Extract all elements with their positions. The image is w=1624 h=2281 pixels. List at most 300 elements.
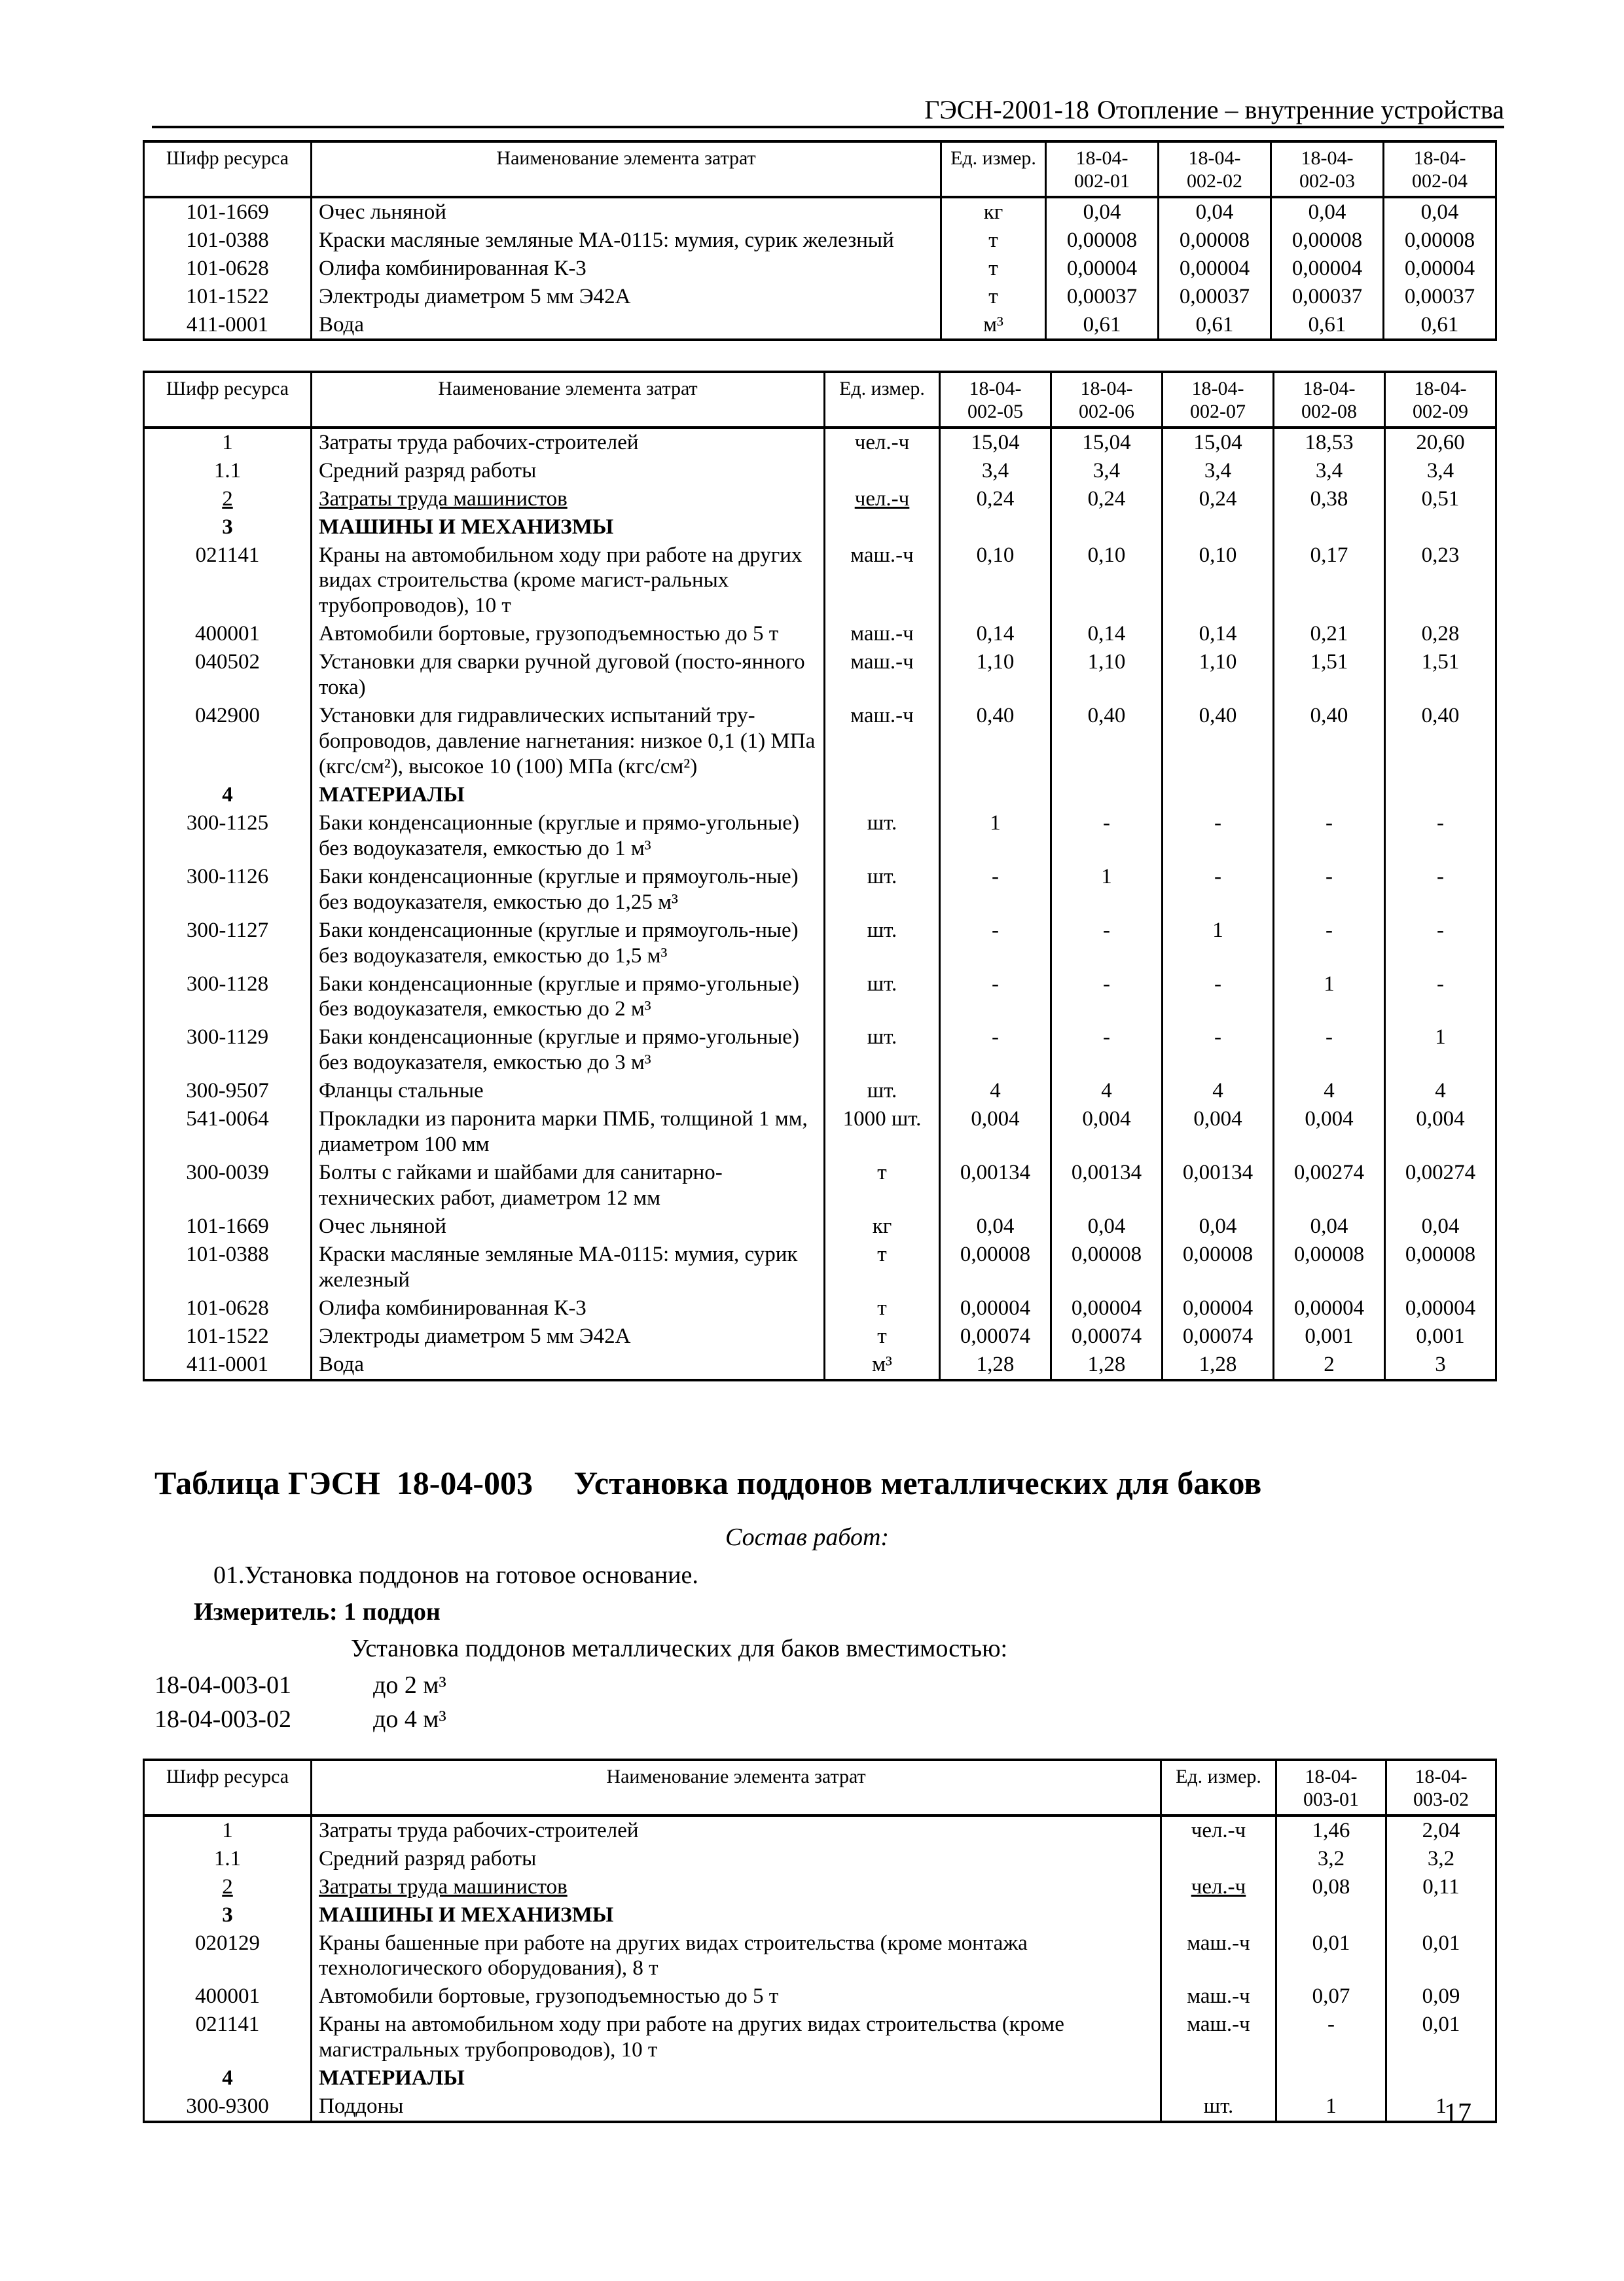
value-cell: 0,00037 — [1046, 283, 1159, 311]
cost-item-name-cell: Очес льняной — [312, 1213, 825, 1241]
value-cell: 0,40 — [940, 702, 1051, 781]
table-row — [144, 1323, 1496, 1351]
value-cell: 1 — [1051, 863, 1163, 917]
cost-item-name-cell: МАТЕРИАЛЫ — [312, 781, 825, 809]
table-row — [144, 428, 1496, 457]
resource-code-cell: 400001 — [144, 1982, 312, 2011]
unit-cell: маш.-ч — [1161, 1929, 1276, 1983]
cost-item-name-cell: Краски масляные земляные МА-0115: мумия, сурик железный — [312, 1241, 825, 1294]
value-cell: 0,04 — [1046, 197, 1159, 227]
table-row — [144, 227, 1496, 255]
unit-cell — [825, 781, 940, 809]
table-header-row — [144, 141, 1496, 197]
resource-code-cell: 4 — [144, 781, 312, 809]
table-row — [144, 255, 1496, 283]
cost-item-name-cell: МАШИНЫ И МЕХАНИЗМЫ — [312, 1901, 1161, 1929]
value-cell: 0,001 — [1274, 1323, 1385, 1351]
unit-cell: т — [825, 1323, 940, 1351]
table-row — [144, 1159, 1496, 1213]
value-cell: 0,00037 — [1384, 283, 1496, 311]
unit-cell: м³ — [941, 311, 1046, 340]
value-cell: 0,10 — [1163, 541, 1274, 621]
column-header: Наименование элемента затрат — [312, 1760, 1161, 1816]
cost-item-name-cell: Вода — [312, 1351, 825, 1380]
value-cell: 0,00074 — [1163, 1323, 1274, 1351]
resource-table-002-01-04 — [143, 140, 1497, 341]
value-cell — [1051, 513, 1163, 541]
unit-cell: шт. — [1161, 2092, 1276, 2122]
unit-cell: чел.-ч — [825, 428, 940, 457]
value-cell: 0,00008 — [1274, 1241, 1385, 1294]
column-header: Наименование элемента затрат — [312, 372, 825, 428]
value-cell: 0,00134 — [1163, 1159, 1274, 1213]
value-cell: 0,07 — [1276, 1982, 1386, 2011]
value-cell: 0,24 — [1163, 485, 1274, 513]
resource-code-cell: 3 — [144, 1901, 312, 1929]
value-cell: 0,00037 — [1271, 283, 1384, 311]
column-header: 18-04- 003-02 — [1386, 1760, 1496, 1816]
table-row — [144, 2092, 1496, 2122]
value-cell: 0,14 — [940, 620, 1051, 648]
unit-cell — [1161, 1901, 1276, 1929]
table-row — [144, 311, 1496, 340]
value-cell: 1,28 — [940, 1351, 1051, 1380]
value-cell: 0,40 — [1051, 702, 1163, 781]
value-cell: 1,10 — [1051, 648, 1163, 702]
unit-cell: шт. — [825, 863, 940, 917]
value-cell: 15,04 — [1051, 428, 1163, 457]
value-cell: 1 — [1385, 1023, 1496, 1077]
cost-item-name-cell: Затраты труда машинистов — [312, 1873, 1161, 1901]
unit-cell: шт. — [825, 917, 940, 970]
value-cell: 0,00004 — [1163, 1294, 1274, 1323]
value-cell: 0,24 — [1051, 485, 1163, 513]
value-cell: - — [1163, 970, 1274, 1024]
value-cell — [1274, 513, 1385, 541]
unit-cell: маш.-ч — [1161, 2011, 1276, 2064]
work-item: 01.Установка поддонов на готовое основание. — [213, 1561, 698, 1589]
table-row — [144, 197, 1496, 227]
value-cell: - — [1051, 1023, 1163, 1077]
resource-code-cell: 101-0388 — [144, 1241, 312, 1294]
table-row — [144, 809, 1496, 863]
value-cell: - — [940, 1023, 1051, 1077]
table-row — [144, 1982, 1496, 2011]
unit-cell: маш.-ч — [1161, 1982, 1276, 2011]
table-header-row — [144, 1760, 1496, 1816]
table-row — [144, 541, 1496, 621]
value-cell: 1 — [1386, 2092, 1496, 2122]
value-cell: 0,38 — [1274, 485, 1385, 513]
value-cell: 0,40 — [1274, 702, 1385, 781]
value-cell: 0,004 — [1385, 1105, 1496, 1159]
cost-item-name-cell: Очес льняной — [312, 197, 941, 227]
value-cell: 1 — [1274, 970, 1385, 1024]
value-cell: 0,00004 — [1271, 255, 1384, 283]
cost-item-name-cell: Баки конденсационные (круглые и прямоуголь-ные) без водоуказателя, емкостью до 1,5 м³ — [312, 917, 825, 970]
unit-cell: чел.-ч — [1161, 1873, 1276, 1901]
table-row — [144, 620, 1496, 648]
value-cell: 4 — [1163, 1077, 1274, 1105]
header-code: ГЭСН-2001-18 — [924, 95, 1089, 124]
value-cell: 0,04 — [1271, 197, 1384, 227]
resource-code-cell: 021141 — [144, 541, 312, 621]
value-cell: 0,61 — [1271, 311, 1384, 340]
value-cell: 0,14 — [1051, 620, 1163, 648]
value-cell: 0,00004 — [940, 1294, 1051, 1323]
table-row — [144, 2064, 1496, 2092]
value-cell: - — [1274, 809, 1385, 863]
table-row — [144, 283, 1496, 311]
table-row — [144, 1213, 1496, 1241]
value-cell: - — [1163, 863, 1274, 917]
cost-item-name-cell: Баки конденсационные (круглые и прямоуголь-ные) без водоуказателя, емкостью до 1,25 м³ — [312, 863, 825, 917]
cost-item-name-cell: Установки для гидравлических испытаний тру-бопроводов, давление нагнетания: низкое 0,1 (1) МПа (кгс/см²), высокое 10 (100) МПа (кгс/см²) — [312, 702, 825, 781]
unit-cell: кг — [941, 197, 1046, 227]
value-cell: 1,10 — [940, 648, 1051, 702]
column-header: 18-04- 002-03 — [1271, 141, 1384, 197]
resource-code-cell: 101-1522 — [144, 1323, 312, 1351]
value-cell — [940, 781, 1051, 809]
resource-code-cell: 021141 — [144, 2011, 312, 2064]
resource-code-cell: 101-1669 — [144, 197, 312, 227]
resource-code-cell: 101-0628 — [144, 255, 312, 283]
value-cell: 0,001 — [1385, 1323, 1496, 1351]
unit-cell: т — [941, 283, 1046, 311]
table-row — [144, 648, 1496, 702]
cost-item-name-cell: МАТЕРИАЛЫ — [312, 2064, 1161, 2092]
column-header: Наименование элемента затрат — [312, 141, 941, 197]
value-cell: 0,01 — [1386, 1929, 1496, 1983]
unit-cell: маш.-ч — [825, 648, 940, 702]
unit-cell: т — [941, 227, 1046, 255]
resource-code-cell: 040502 — [144, 648, 312, 702]
value-cell: - — [1385, 863, 1496, 917]
value-cell — [1051, 781, 1163, 809]
column-header: 18-04- 002-02 — [1159, 141, 1271, 197]
value-cell: 4 — [940, 1077, 1051, 1105]
value-cell: 0,04 — [1051, 1213, 1163, 1241]
cost-item-name-cell: Электроды диаметром 5 мм Э42А — [312, 283, 941, 311]
table-row — [144, 1929, 1496, 1983]
table-row — [144, 457, 1496, 485]
resource-code-cell: 400001 — [144, 620, 312, 648]
value-cell: 0,04 — [940, 1213, 1051, 1241]
value-cell: 0,00074 — [1051, 1323, 1163, 1351]
value-cell: 15,04 — [1163, 428, 1274, 457]
value-cell: 2,04 — [1386, 1816, 1496, 1845]
resource-code-cell: 020129 — [144, 1929, 312, 1983]
cost-item-name-cell: Краны на автомобильном ходу при работе на других видах строительства (кроме магистральных трубопроводов), 10 т — [312, 2011, 1161, 2064]
table-row — [144, 1845, 1496, 1873]
unit-cell: шт. — [825, 970, 940, 1024]
value-cell: - — [1385, 970, 1496, 1024]
value-cell: 0,00134 — [940, 1159, 1051, 1213]
table-row — [144, 513, 1496, 541]
column-header: Ед. измер. — [825, 372, 940, 428]
column-header: 18-04- 002-05 — [940, 372, 1051, 428]
resource-code-cell: 300-1127 — [144, 917, 312, 970]
value-cell: - — [1274, 917, 1385, 970]
table-row — [144, 1901, 1496, 1929]
table-row — [144, 1294, 1496, 1323]
column-header: 18-04- 002-01 — [1046, 141, 1159, 197]
value-cell — [1276, 2064, 1386, 2092]
value-cell: 0,23 — [1385, 541, 1496, 621]
value-cell: 18,53 — [1274, 428, 1385, 457]
value-cell: 0,61 — [1384, 311, 1496, 340]
value-cell: - — [940, 863, 1051, 917]
resource-code-cell: 1.1 — [144, 457, 312, 485]
value-cell: 0,40 — [1385, 702, 1496, 781]
column-header: Шифр ресурса — [144, 372, 312, 428]
value-cell: 0,61 — [1159, 311, 1271, 340]
value-cell — [1163, 781, 1274, 809]
unit-cell: т — [941, 255, 1046, 283]
column-header: 18-04- 002-07 — [1163, 372, 1274, 428]
value-cell: 4 — [1274, 1077, 1385, 1105]
table-row — [144, 1816, 1496, 1845]
cost-item-name-cell: Баки конденсационные (круглые и прямо-угольные) без водоуказателя, емкостью до 3 м³ — [312, 1023, 825, 1077]
resource-code-cell: 411-0001 — [144, 1351, 312, 1380]
value-cell — [1276, 1901, 1386, 1929]
cost-item-name-cell: Автомобили бортовые, грузоподъемностью до 5 т — [312, 1982, 1161, 2011]
value-cell: 4 — [1051, 1077, 1163, 1105]
resource-code-cell: 411-0001 — [144, 311, 312, 340]
work-composition-heading: Состав работ: — [725, 1524, 890, 1551]
resource-table-002-05-09 — [143, 371, 1497, 1381]
value-cell: 3,4 — [1385, 457, 1496, 485]
value-cell: 3,2 — [1276, 1845, 1386, 1873]
value-cell: 0,00074 — [940, 1323, 1051, 1351]
value-cell: 0,11 — [1386, 1873, 1496, 1901]
value-cell: 0,04 — [1163, 1213, 1274, 1241]
column-header: 18-04- 002-06 — [1051, 372, 1163, 428]
column-header: 18-04- 002-04 — [1384, 141, 1496, 197]
value-cell — [1385, 781, 1496, 809]
value-cell: 0,00008 — [1046, 227, 1159, 255]
cost-item-name-cell: МАШИНЫ И МЕХАНИЗМЫ — [312, 513, 825, 541]
cost-item-name-cell: Олифа комбинированная К-3 — [312, 255, 941, 283]
value-cell: - — [1274, 863, 1385, 917]
cost-item-name-cell: Средний разряд работы — [312, 457, 825, 485]
cost-item-name-cell: Болты с гайками и шайбами для санитарно-технических работ, диаметром 12 мм — [312, 1159, 825, 1213]
resource-code-cell: 1 — [144, 1816, 312, 1845]
resource-code-cell: 300-1128 — [144, 970, 312, 1024]
table-row — [144, 1873, 1496, 1901]
value-cell: 0,01 — [1276, 1929, 1386, 1983]
unit-cell: маш.-ч — [825, 620, 940, 648]
value-cell: 0,17 — [1274, 541, 1385, 621]
value-cell: 0,00004 — [1384, 255, 1496, 283]
value-cell: 15,04 — [940, 428, 1051, 457]
value-cell: 0,00004 — [1274, 1294, 1385, 1323]
value-cell — [1385, 513, 1496, 541]
cost-item-name-cell: Средний разряд работы — [312, 1845, 1161, 1873]
unit-cell: м³ — [825, 1351, 940, 1380]
resource-code-cell: 1.1 — [144, 1845, 312, 1873]
table-row — [144, 781, 1496, 809]
unit-cell: шт. — [825, 1023, 940, 1077]
resource-code-cell: 300-0039 — [144, 1159, 312, 1213]
value-cell: 1 — [1163, 917, 1274, 970]
cost-item-name-cell: Краны башенные при работе на других видах строительства (кроме монтажа технологического оборудования), 8 т — [312, 1929, 1161, 1983]
table-row — [144, 917, 1496, 970]
column-header: Ед. измер. — [941, 141, 1046, 197]
resource-code-cell: 300-1126 — [144, 863, 312, 917]
value-cell: 0,00274 — [1385, 1159, 1496, 1213]
resource-code-cell: 300-1125 — [144, 809, 312, 863]
table-row — [144, 1351, 1496, 1380]
value-cell — [1386, 2064, 1496, 2092]
unit-cell: шт. — [825, 809, 940, 863]
value-cell: 0,00004 — [1046, 255, 1159, 283]
value-cell: 3,2 — [1386, 1845, 1496, 1873]
value-cell: 0,40 — [1163, 702, 1274, 781]
cost-item-name-cell: Вода — [312, 311, 941, 340]
value-cell: - — [1051, 970, 1163, 1024]
value-cell: 0,00008 — [1271, 227, 1384, 255]
unit-cell: шт. — [825, 1077, 940, 1105]
value-cell: 1 — [940, 809, 1051, 863]
column-header: 18-04- 002-09 — [1385, 372, 1496, 428]
value-cell: 0,00134 — [1051, 1159, 1163, 1213]
resource-code-cell: 300-9300 — [144, 2092, 312, 2122]
variants-intro: Установка поддонов металлических для баков вместимостью: — [351, 1635, 1008, 1662]
cost-item-name-cell: Краски масляные земляные МА-0115: мумия, сурик железный — [312, 227, 941, 255]
column-header: 18-04- 002-08 — [1274, 372, 1385, 428]
value-cell: 0,01 — [1386, 2011, 1496, 2064]
value-cell — [1163, 513, 1274, 541]
value-cell: - — [940, 970, 1051, 1024]
value-cell: 0,004 — [940, 1105, 1051, 1159]
cost-item-name-cell: Прокладки из паронита марки ПМБ, толщиной 1 мм, диаметром 100 мм — [312, 1105, 825, 1159]
value-cell: 1,46 — [1276, 1816, 1386, 1845]
cost-item-name-cell: Автомобили бортовые, грузоподъемностью до 5 т — [312, 620, 825, 648]
value-cell: - — [1051, 809, 1163, 863]
table-row — [144, 1023, 1496, 1077]
value-cell: 0,00274 — [1274, 1159, 1385, 1213]
value-cell: 0,21 — [1274, 620, 1385, 648]
variant-code: 18-04-003-02 — [154, 1706, 291, 1733]
value-cell: 0,004 — [1274, 1105, 1385, 1159]
unit-cell: маш.-ч — [825, 702, 940, 781]
cost-item-name-cell: Краны на автомобильном ходу при работе на других видах строительства (кроме магист-ральных трубопроводов), 10 т — [312, 541, 825, 621]
value-cell: 0,004 — [1163, 1105, 1274, 1159]
cost-item-name-cell: Установки для сварки ручной дуговой (посто-янного тока) — [312, 648, 825, 702]
table-row — [144, 2011, 1496, 2064]
cost-item-name-cell: Электроды диаметром 5 мм Э42А — [312, 1323, 825, 1351]
unit-cell — [825, 457, 940, 485]
value-cell: 1 — [1276, 2092, 1386, 2122]
column-header: Ед. измер. — [1161, 1760, 1276, 1816]
header-section: Отопление – внутренние устройства — [1097, 95, 1504, 124]
table-row — [144, 485, 1496, 513]
table-row — [144, 970, 1496, 1024]
resource-code-cell: 541-0064 — [144, 1105, 312, 1159]
value-cell: 0,10 — [940, 541, 1051, 621]
unit-cell: кг — [825, 1213, 940, 1241]
value-cell — [1274, 781, 1385, 809]
unit-cell: чел.-ч — [825, 485, 940, 513]
value-cell: 0,00008 — [1385, 1241, 1496, 1294]
value-cell: - — [1051, 917, 1163, 970]
table-row — [144, 702, 1496, 781]
value-cell: 0,00008 — [1051, 1241, 1163, 1294]
value-cell: - — [1385, 917, 1496, 970]
resource-code-cell: 101-1669 — [144, 1213, 312, 1241]
resource-code-cell: 2 — [144, 485, 312, 513]
table-row — [144, 1105, 1496, 1159]
resource-code-cell: 101-0388 — [144, 227, 312, 255]
value-cell: 0,00004 — [1385, 1294, 1496, 1323]
value-cell: 3,4 — [1051, 457, 1163, 485]
cost-item-name-cell: Фланцы стальные — [312, 1077, 825, 1105]
resource-code-cell: 101-1522 — [144, 283, 312, 311]
cost-item-name-cell: Поддоны — [312, 2092, 1161, 2122]
value-cell: 0,004 — [1051, 1105, 1163, 1159]
variant-code: 18-04-003-01 — [154, 1671, 291, 1699]
resource-code-cell: 300-9507 — [144, 1077, 312, 1105]
column-header: Шифр ресурса — [144, 141, 312, 197]
value-cell: 0,04 — [1384, 197, 1496, 227]
table-row — [144, 1241, 1496, 1294]
variant-text: до 4 м³ — [373, 1706, 446, 1733]
value-cell: 3,4 — [1274, 457, 1385, 485]
table-row — [144, 863, 1496, 917]
value-cell: 0,00004 — [1159, 255, 1271, 283]
resource-code-cell: 1 — [144, 428, 312, 457]
resource-code-cell: 042900 — [144, 702, 312, 781]
value-cell: 0,28 — [1385, 620, 1496, 648]
value-cell: 0,10 — [1051, 541, 1163, 621]
value-cell: 0,14 — [1163, 620, 1274, 648]
table-title: Таблица ГЭСН 18-04-003 Установка поддонов металлических для баков — [154, 1465, 1262, 1501]
value-cell: 0,04 — [1274, 1213, 1385, 1241]
value-cell: - — [1163, 809, 1274, 863]
resource-code-cell: 3 — [144, 513, 312, 541]
unit-cell: т — [825, 1294, 940, 1323]
unit-cell — [825, 513, 940, 541]
value-cell: 0,24 — [940, 485, 1051, 513]
resource-table-003 — [143, 1759, 1497, 2123]
value-cell: 1,51 — [1274, 648, 1385, 702]
value-cell: 1,28 — [1163, 1351, 1274, 1380]
resource-code-cell: 300-1129 — [144, 1023, 312, 1077]
value-cell: 0,00004 — [1051, 1294, 1163, 1323]
value-cell: - — [1274, 1023, 1385, 1077]
cost-item-name-cell: Баки конденсационные (круглые и прямо-угольные) без водоуказателя, емкостью до 1 м³ — [312, 809, 825, 863]
unit-cell: т — [825, 1159, 940, 1213]
value-cell: 1,28 — [1051, 1351, 1163, 1380]
value-cell: 0,51 — [1385, 485, 1496, 513]
value-cell: 3,4 — [940, 457, 1051, 485]
page-number: 17 — [1444, 2098, 1471, 2128]
unit-cell: чел.-ч — [1161, 1816, 1276, 1845]
value-cell: 3,4 — [1163, 457, 1274, 485]
unit-cell — [1161, 1845, 1276, 1873]
value-cell: 0,00008 — [1159, 227, 1271, 255]
cost-item-name-cell: Затраты труда рабочих-строителей — [312, 1816, 1161, 1845]
value-cell: 0,00037 — [1159, 283, 1271, 311]
unit-cell: т — [825, 1241, 940, 1294]
value-cell: 0,04 — [1159, 197, 1271, 227]
cost-item-name-cell: Олифа комбинированная К-3 — [312, 1294, 825, 1323]
value-cell: - — [1163, 1023, 1274, 1077]
value-cell: 20,60 — [1385, 428, 1496, 457]
cost-item-name-cell: Затраты труда рабочих-строителей — [312, 428, 825, 457]
unit-cell: 1000 шт. — [825, 1105, 940, 1159]
